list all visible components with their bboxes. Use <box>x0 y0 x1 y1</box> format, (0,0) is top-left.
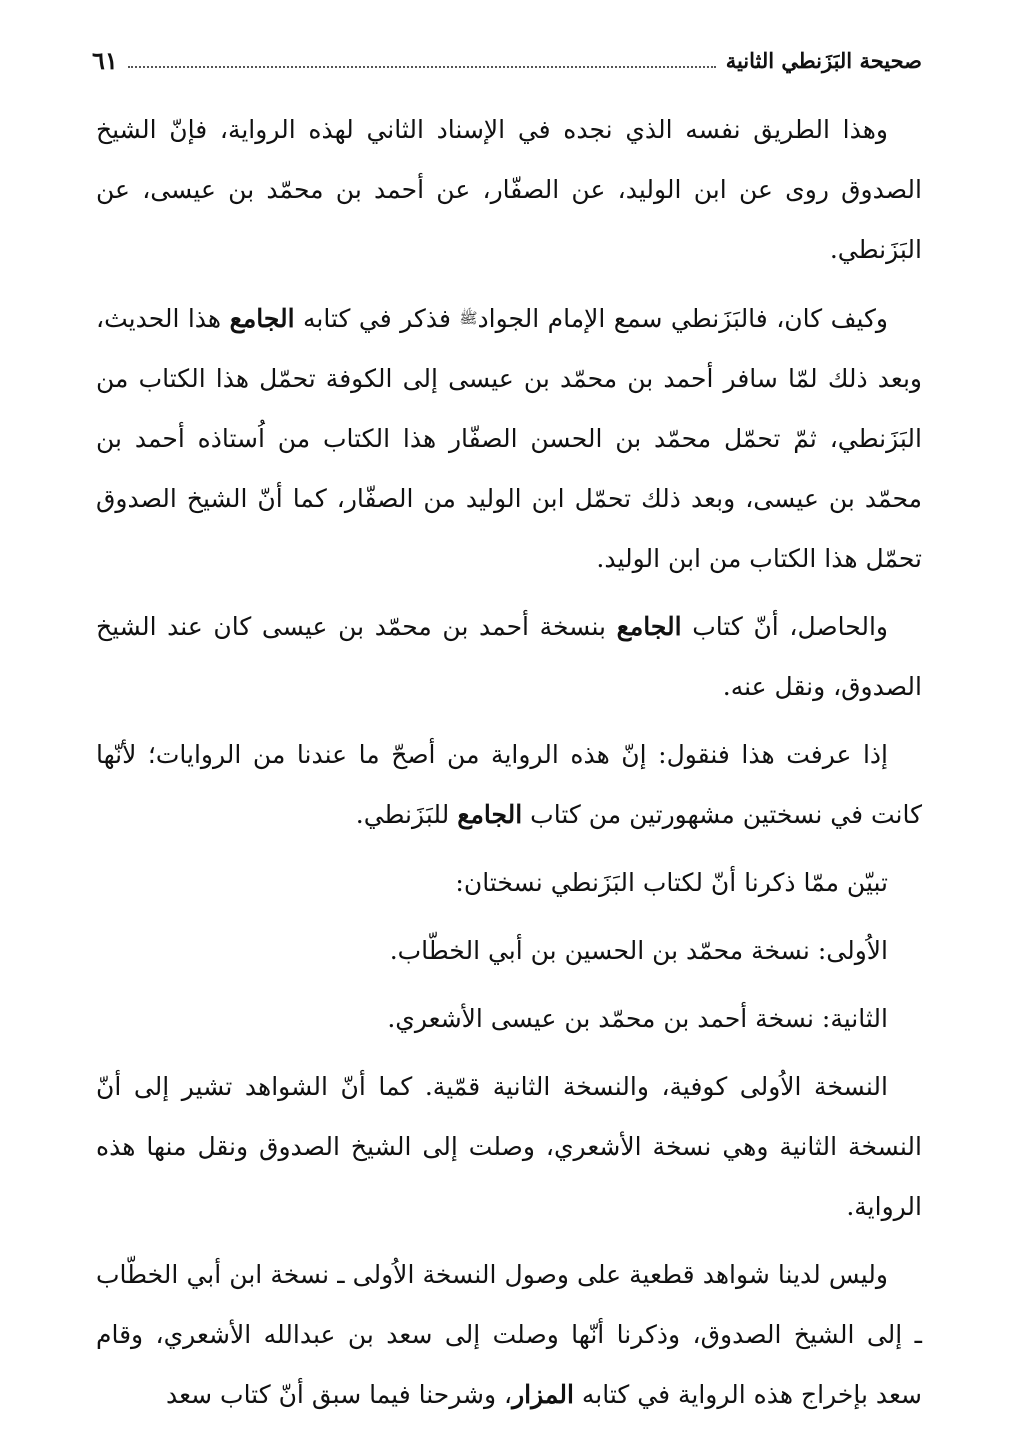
paragraph-4-part-2: للبَزَنطي. <box>355 800 458 829</box>
page-number: ٦١ <box>92 45 118 75</box>
paragraph-8: النسخة الاُولى كوفية، والنسخة الثانية قمّية. كما أنّ الشواهد تشير إلى أنّ النسخة الثانية وهي نسخة الأشعري، وصلت إلى الشيخ الصدوق ونقل منها هذه الرواية. <box>96 1072 922 1221</box>
running-title: صحيحة البَزَنطي الثانية <box>725 47 922 73</box>
paragraph-9-part-1: وليس لدينا شواهد قطعية على وصول النسخة الاُولى ـ نسخة ابن أبي الخطّاب ـ إلى الشيخ الصدوق، وذكرنا أنّها وصلت إلى سعد بن عبدالله الأشعري، وقام سعد بإخراج هذه الرواية في كتابه <box>96 1260 922 1409</box>
paragraph-3 <box>96 597 922 717</box>
paragraph-2-part-2: فذكر في كتابه <box>294 304 460 333</box>
paragraph-4 <box>96 725 922 845</box>
paragraph-5: تبيّن ممّا ذكرنا أنّ لكتاب البَزَنطي نسختان: <box>455 868 888 897</box>
paragraph-4-part-1: إذا عرفت هذا فنقول: إنّ هذه الرواية من أصحّ ما عندنا من الروايات؛ لأنّها كانت في نسختين مشهورتين من كتاب <box>96 740 922 829</box>
honorific-symbol: ﷺ <box>459 309 478 327</box>
header-dotted-leader <box>128 66 716 68</box>
paragraph-3-part-1: والحاصل، أنّ كتاب <box>681 612 888 641</box>
paragraph-2 <box>96 288 922 589</box>
paragraph-6: الاُولى: نسخة محمّد بن الحسين بن أبي الخطّاب. <box>389 936 888 965</box>
book-title-jami: الجامع <box>229 304 295 333</box>
paragraph-1: وهذا الطريق نفسه الذي نجده في الإسناد الثاني لهذه الرواية، فإنّ الشيخ الصدوق روى عن ابن الوليد، عن الصفّار، عن أحمد بن محمّد بن عيسى، عن البَزَنطي. <box>96 115 922 264</box>
book-title-jami: الجامع <box>616 612 682 641</box>
paragraph-3-part-2: بنسخة أحمد بن محمّد بن عيسى كان عند الشيخ الصدوق، ونقل عنه. <box>96 612 922 701</box>
page-header <box>92 40 922 80</box>
paragraph-9-part-2: ، وشرحنا فيما سبق أنّ كتاب سعد <box>165 1380 513 1409</box>
book-title-mazar: المزار <box>512 1380 574 1409</box>
paragraph-7: الثانية: نسخة أحمد بن محمّد بن عيسى الأشعري. <box>387 1004 888 1033</box>
paragraph-2-part-3: هذا الحديث، وبعد ذلك لمّا سافر أحمد بن محمّد بن عيسى إلى الكوفة تحمّل هذا الكتاب من البَزَنطي، ثمّ تحمّل محمّد بن الحسن الصفّار هذا الكتاب من اُستاذه أحمد بن محمّد بن عيسى، وبعد ذلك تحمّل ابن الوليد من الصفّار، كما أنّ الشيخ الصدوق تحمّل هذا الكتاب من ابن الوليد. <box>96 304 922 573</box>
body-text <box>96 100 922 1433</box>
paragraph-2-part-1: وكيف كان، فالبَزَنطي سمع الإمام الجواد <box>477 304 888 333</box>
paragraph-9 <box>96 1245 922 1425</box>
book-title-jami: الجامع <box>457 800 523 829</box>
